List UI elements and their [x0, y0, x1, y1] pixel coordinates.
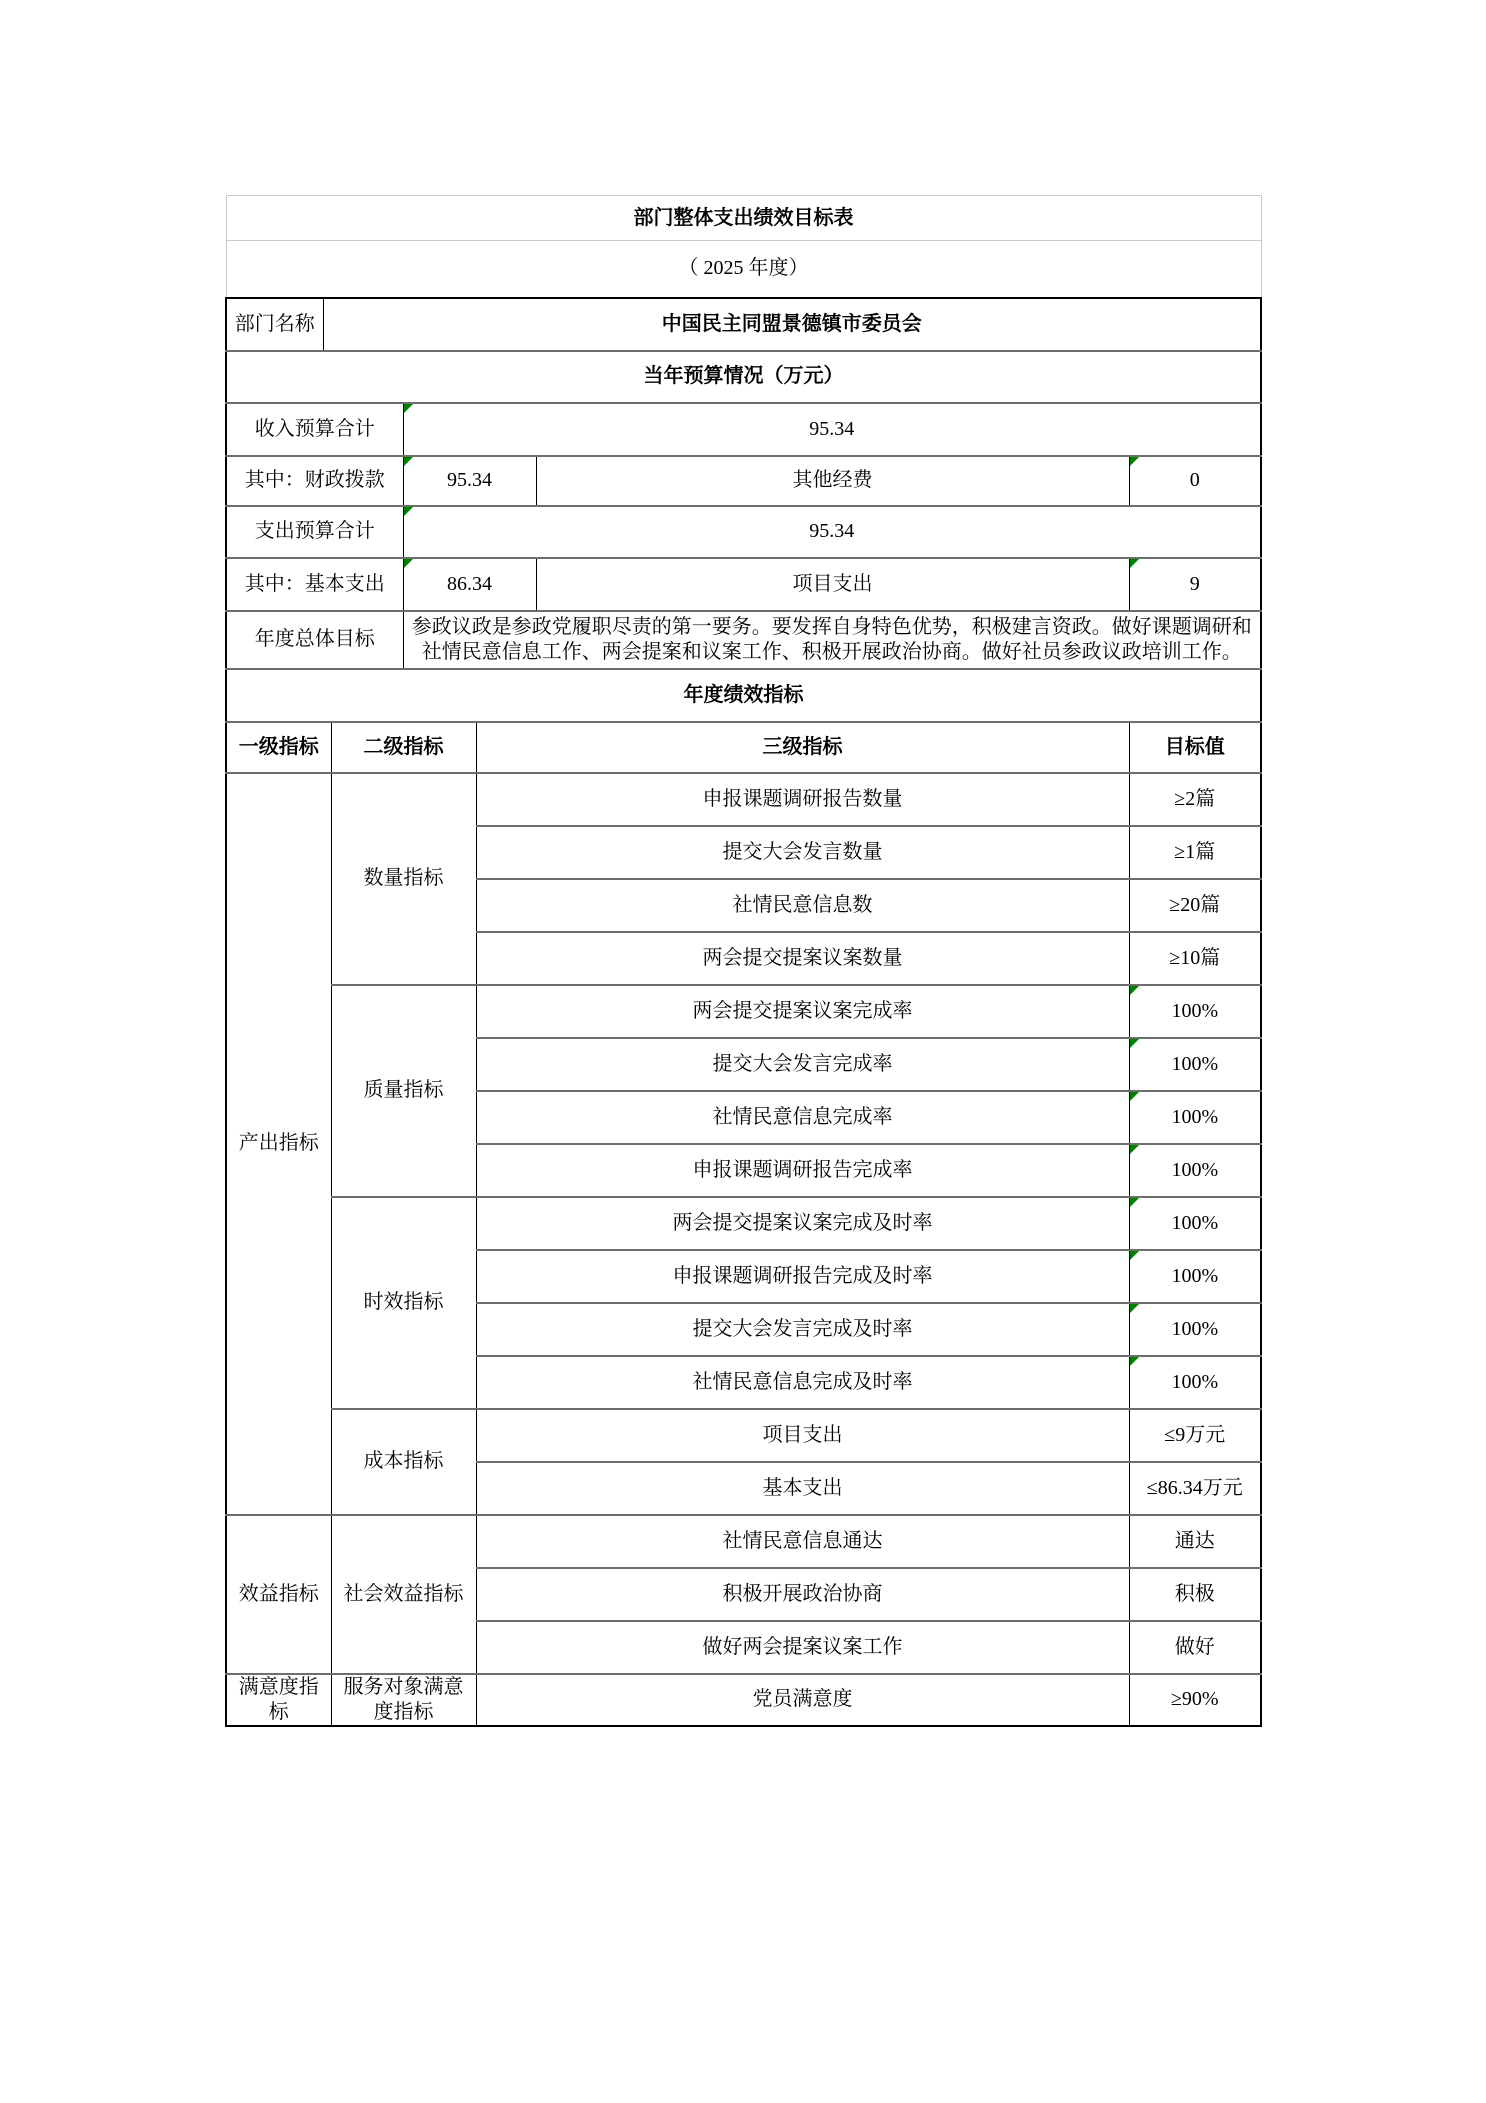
- indicator-name: 项目支出: [476, 1409, 1129, 1462]
- level2-quantity-indicators: 数量指标: [331, 773, 476, 985]
- indicator-name: 社情民意信息通达: [476, 1515, 1129, 1568]
- department-name: 中国民主同盟景德镇市委员会: [323, 298, 1261, 351]
- indicator-target: 100%: [1129, 1250, 1261, 1303]
- level2-quality-indicators: 质量指标: [331, 985, 476, 1197]
- level2-service-target-satisfaction-label: 服务对象满意度指标: [343, 1675, 464, 1723]
- budget-basic-expense-label: 其中：基本支出: [226, 558, 403, 611]
- indicator-name: 党员满意度: [476, 1674, 1129, 1726]
- budget-other-funds-label: 其他经费: [536, 456, 1129, 506]
- indicator-target: 100%: [1129, 1197, 1261, 1250]
- indicator-name: 申报课题调研报告完成及时率: [476, 1250, 1129, 1303]
- budget-expense-total-label: 支出预算合计: [226, 506, 403, 558]
- level1-output-indicators: 产出指标: [226, 773, 331, 1515]
- indicator-target: 100%: [1129, 1038, 1261, 1091]
- indicator-name: 两会提交提案议案数量: [476, 932, 1129, 985]
- level1-satisfaction-label: 满意度指标: [238, 1675, 319, 1723]
- indicator-target: ≥10篇: [1129, 932, 1261, 985]
- indicator-target: 100%: [1129, 1091, 1261, 1144]
- department-label: 部门名称: [226, 298, 323, 351]
- indicator-name: 社情民意信息完成率: [476, 1091, 1129, 1144]
- annual-goal-text: 参政议政是参政党履职尽责的第一要务。要发挥自身特色优势，积极建言资政。做好课题调研和社情民意信息工作、两会提案和议案工作、积极开展政治协商。做好社员参政议政培训工作。: [403, 611, 1261, 669]
- indicator-target: ≤86.34万元: [1129, 1462, 1261, 1515]
- year-line: （ 2025 年度）: [226, 241, 1261, 298]
- annual-goal-label: 年度总体目标: [226, 611, 403, 669]
- indicator-target: 通达: [1129, 1515, 1261, 1568]
- indicator-target: 100%: [1129, 1356, 1261, 1409]
- indicator-name: 社情民意信息完成及时率: [476, 1356, 1129, 1409]
- level1-satisfaction-indicators: [226, 1674, 331, 1726]
- budget-basic-expense-value: 86.34: [403, 558, 536, 611]
- indicator-name: 两会提交提案议案完成及时率: [476, 1197, 1129, 1250]
- budget-section-title: 当年预算情况（万元）: [226, 351, 1261, 403]
- budget-project-expense-value: 9: [1129, 558, 1261, 611]
- level2-timeliness-indicators: 时效指标: [331, 1197, 476, 1409]
- header-target: 目标值: [1129, 722, 1261, 773]
- indicator-name: 两会提交提案议案完成率: [476, 985, 1129, 1038]
- budget-income-total-value: 95.34: [403, 403, 1261, 456]
- budget-other-funds-value: 0: [1129, 456, 1261, 506]
- level2-cost-indicators: 成本指标: [331, 1409, 476, 1515]
- indicator-name: 申报课题调研报告数量: [476, 773, 1129, 826]
- indicator-name: 提交大会发言完成率: [476, 1038, 1129, 1091]
- indicator-target: ≤9万元: [1129, 1409, 1261, 1462]
- indicator-target: ≥2篇: [1129, 773, 1261, 826]
- level2-service-target-satisfaction: [331, 1674, 476, 1726]
- budget-project-expense-label: 项目支出: [536, 558, 1129, 611]
- indicator-target: 100%: [1129, 1303, 1261, 1356]
- indicator-target: 做好: [1129, 1621, 1261, 1674]
- indicator-name: 提交大会发言完成及时率: [476, 1303, 1129, 1356]
- header-level2: 二级指标: [331, 722, 476, 773]
- budget-fiscal-allocation-value: 95.34: [403, 456, 536, 506]
- table-title: 部门整体支出绩效目标表: [226, 196, 1261, 241]
- header-level3: 三级指标: [476, 722, 1129, 773]
- indicator-name: 积极开展政治协商: [476, 1568, 1129, 1621]
- header-level1: 一级指标: [226, 722, 331, 773]
- indicator-name: 做好两会提案议案工作: [476, 1621, 1129, 1674]
- indicator-name: 基本支出: [476, 1462, 1129, 1515]
- budget-expense-total-value: 95.34: [403, 506, 1261, 558]
- indicator-target: ≥90%: [1129, 1674, 1261, 1726]
- performance-target-table: [225, 195, 1262, 1727]
- level2-social-benefit-indicators: 社会效益指标: [331, 1515, 476, 1674]
- indicator-name: 申报课题调研报告完成率: [476, 1144, 1129, 1197]
- indicator-target: 积极: [1129, 1568, 1261, 1621]
- indicator-target: 100%: [1129, 985, 1261, 1038]
- indicator-target: 100%: [1129, 1144, 1261, 1197]
- level1-benefit-indicators: 效益指标: [226, 1515, 331, 1674]
- indicator-target: ≥20篇: [1129, 879, 1261, 932]
- indicator-target: ≥1篇: [1129, 826, 1261, 879]
- indicator-name: 社情民意信息数: [476, 879, 1129, 932]
- indicators-section-title: 年度绩效指标: [226, 669, 1261, 722]
- indicator-name: 提交大会发言数量: [476, 826, 1129, 879]
- budget-income-total-label: 收入预算合计: [226, 403, 403, 456]
- budget-fiscal-allocation-label: 其中：财政拨款: [226, 456, 403, 506]
